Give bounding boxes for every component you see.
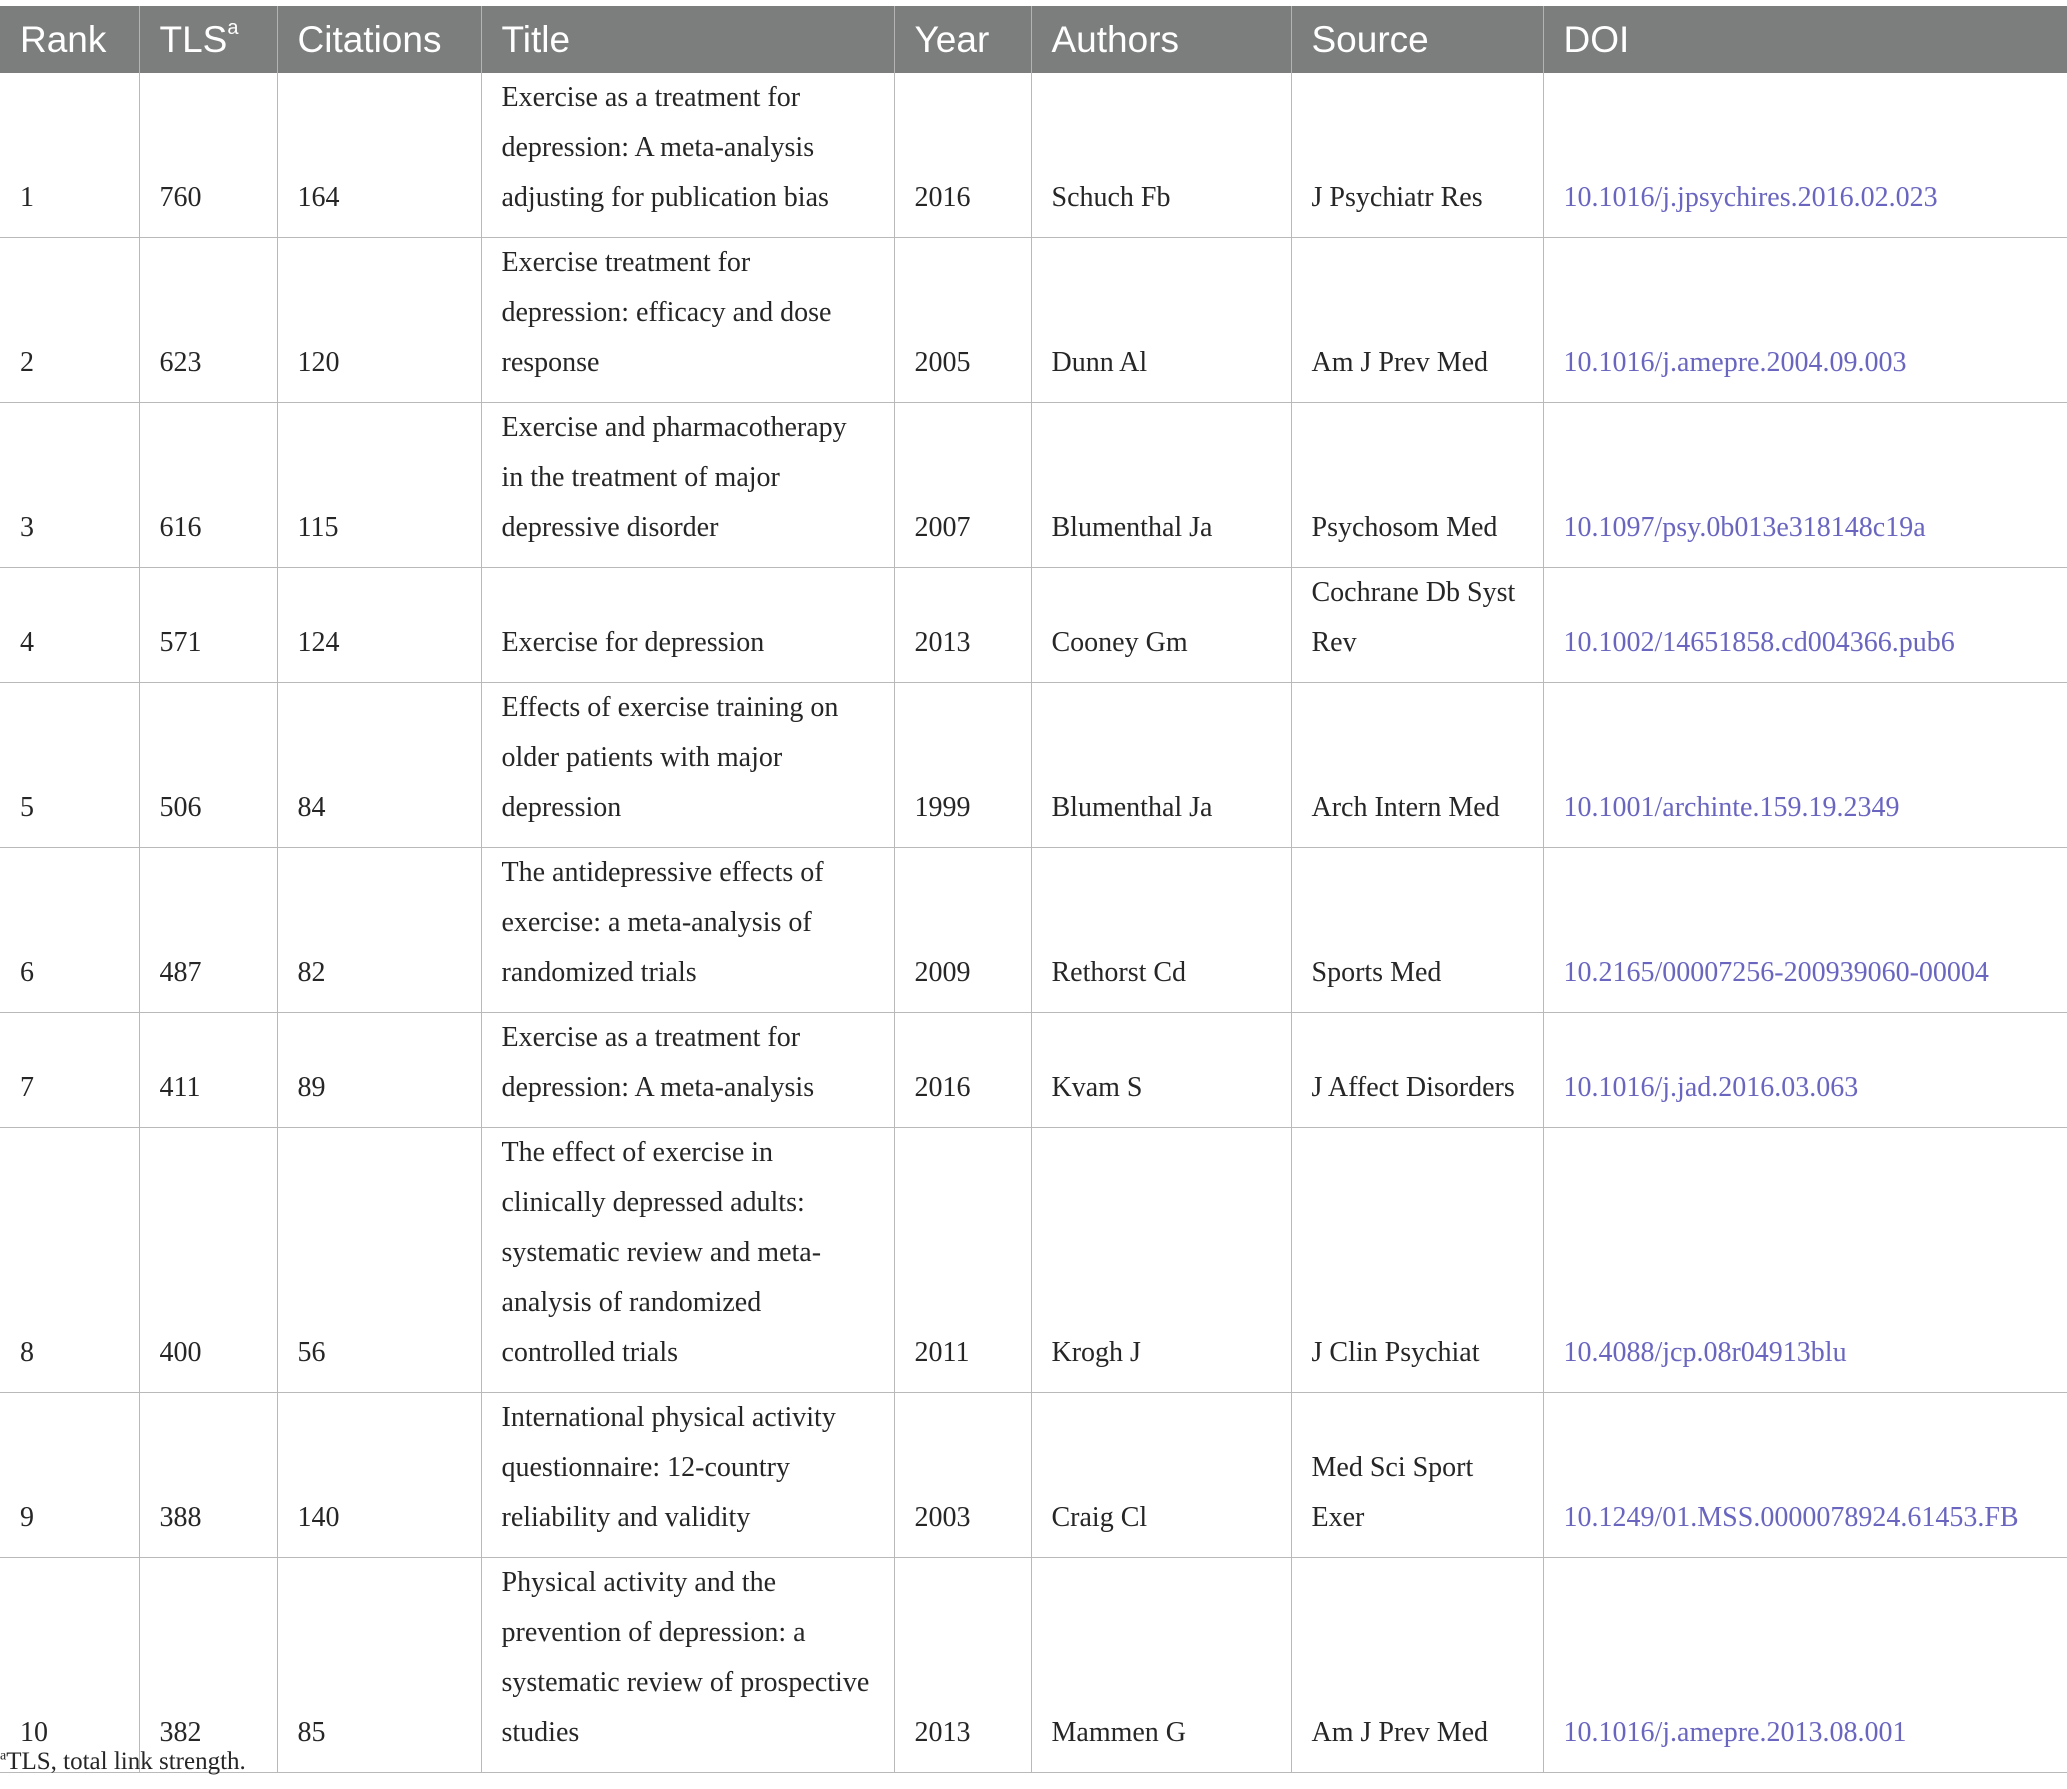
year-cell: 2016	[894, 73, 1031, 238]
citations-cell: 164	[277, 73, 481, 238]
tls-cell: 411	[139, 1013, 277, 1128]
tls-cell: 382	[139, 1558, 277, 1773]
tls-cell: 616	[139, 403, 277, 568]
source-cell: J Clin Psychiat	[1291, 1128, 1543, 1393]
doi-link[interactable]: 10.1001/archinte.159.19.2349	[1543, 683, 2067, 848]
rank-cell: 1	[0, 73, 139, 238]
source-cell: J Affect Disorders	[1291, 1013, 1543, 1128]
table-row	[0, 73, 2067, 238]
authors-cell: Krogh J	[1031, 1128, 1291, 1393]
title-cell: Exercise as a treatment for depression: A meta-analysis adjusting for publication bias	[481, 73, 894, 238]
table-row	[0, 1128, 2067, 1393]
authors-cell: Blumenthal Ja	[1031, 683, 1291, 848]
year-cell: 2011	[894, 1128, 1031, 1393]
table-row	[0, 1013, 2067, 1128]
year-cell: 2003	[894, 1393, 1031, 1558]
top-cited-references-table-wrapper	[0, 6, 2067, 1773]
title-cell: The effect of exercise in clinically depressed adults: systematic review and meta-analysis of randomized controlled trials	[481, 1128, 894, 1393]
rank-cell: 3	[0, 403, 139, 568]
source-cell: J Psychiatr Res	[1291, 73, 1543, 238]
table-header-row	[0, 6, 2067, 73]
tls-cell: 506	[139, 683, 277, 848]
authors-cell: Blumenthal Ja	[1031, 403, 1291, 568]
year-cell: 2007	[894, 403, 1031, 568]
table-row	[0, 848, 2067, 1013]
citations-cell: 56	[277, 1128, 481, 1393]
year-cell: 2013	[894, 568, 1031, 683]
table-footnote	[0, 1748, 246, 1776]
source-cell: Sports Med	[1291, 848, 1543, 1013]
header-doi: DOI	[1543, 6, 2067, 73]
table-row	[0, 568, 2067, 683]
tls-cell: 487	[139, 848, 277, 1013]
authors-cell: Mammen G	[1031, 1558, 1291, 1773]
title-cell: Exercise and pharmacotherapy in the treatment of major depressive disorder	[481, 403, 894, 568]
citations-cell: 115	[277, 403, 481, 568]
doi-link[interactable]: 10.1016/j.jpsychires.2016.02.023	[1543, 73, 2067, 238]
header-tls-label: TLS	[159, 18, 228, 60]
citations-cell: 124	[277, 568, 481, 683]
authors-cell: Kvam S	[1031, 1013, 1291, 1128]
source-cell: Arch Intern Med	[1291, 683, 1543, 848]
top-cited-references-table	[0, 6, 2067, 1773]
doi-link[interactable]: 10.1002/14651858.cd004366.pub6	[1543, 568, 2067, 683]
citations-cell: 85	[277, 1558, 481, 1773]
header-title: Title	[481, 6, 894, 73]
citations-cell: 84	[277, 683, 481, 848]
tls-cell: 760	[139, 73, 277, 238]
header-source: Source	[1291, 6, 1543, 73]
rank-cell: 10	[0, 1558, 139, 1773]
doi-link[interactable]: 10.2165/00007256-200939060-00004	[1543, 848, 2067, 1013]
year-cell: 1999	[894, 683, 1031, 848]
tls-cell: 571	[139, 568, 277, 683]
header-rank: Rank	[20, 18, 107, 60]
source-cell: Psychosom Med	[1291, 403, 1543, 568]
rank-cell: 8	[0, 1128, 139, 1393]
citations-cell: 82	[277, 848, 481, 1013]
title-cell: International physical activity questionnaire: 12-country reliability and validity	[481, 1393, 894, 1558]
header-year: Year	[894, 6, 1031, 73]
rank-cell: 2	[0, 238, 139, 403]
title-cell: Exercise treatment for depression: efficacy and dose response	[481, 238, 894, 403]
table-row	[0, 403, 2067, 568]
table-row	[0, 1558, 2067, 1773]
tls-cell: 400	[139, 1128, 277, 1393]
footnote-marker: a	[0, 1748, 7, 1764]
rank-cell: 5	[0, 683, 139, 848]
doi-link[interactable]: 10.1249/01.MSS.0000078924.61453.FB	[1543, 1393, 2067, 1558]
year-cell: 2013	[894, 1558, 1031, 1773]
citations-cell: 140	[277, 1393, 481, 1558]
year-cell: 2009	[894, 848, 1031, 1013]
table-row	[0, 1393, 2067, 1558]
table-row	[0, 683, 2067, 848]
doi-link[interactable]: 10.4088/jcp.08r04913blu	[1543, 1128, 2067, 1393]
tls-cell: 623	[139, 238, 277, 403]
table-row	[0, 238, 2067, 403]
footnote-text: TLS, total link strength.	[6, 1748, 246, 1775]
citations-cell: 120	[277, 238, 481, 403]
doi-link[interactable]: 10.1016/j.jad.2016.03.063	[1543, 1013, 2067, 1128]
authors-cell: Cooney Gm	[1031, 568, 1291, 683]
doi-link[interactable]: 10.1016/j.amepre.2004.09.003	[1543, 238, 2067, 403]
source-cell: Am J Prev Med	[1291, 1558, 1543, 1773]
source-cell: Med Sci Sport Exer	[1291, 1393, 1543, 1558]
authors-cell: Rethorst Cd	[1031, 848, 1291, 1013]
year-cell: 2016	[894, 1013, 1031, 1128]
title-cell: Effects of exercise training on older patients with major depression	[481, 683, 894, 848]
rank-cell: 6	[0, 848, 139, 1013]
source-cell: Cochrane Db Syst Rev	[1291, 568, 1543, 683]
header-authors: Authors	[1031, 6, 1291, 73]
authors-cell: Craig Cl	[1031, 1393, 1291, 1558]
citations-cell: 89	[277, 1013, 481, 1128]
tls-cell: 388	[139, 1393, 277, 1558]
header-tls-footnote-marker: a	[227, 17, 239, 40]
rank-cell: 4	[0, 568, 139, 683]
title-cell: Physical activity and the prevention of depression: a systematic review of prospective studies	[481, 1558, 894, 1773]
year-cell: 2005	[894, 238, 1031, 403]
title-cell: Exercise as a treatment for depression: A meta-analysis	[481, 1013, 894, 1128]
header-citations: Citations	[277, 6, 481, 73]
rank-cell: 7	[0, 1013, 139, 1128]
authors-cell: Schuch Fb	[1031, 73, 1291, 238]
source-cell: Am J Prev Med	[1291, 238, 1543, 403]
header-tls	[139, 6, 277, 73]
title-cell: The antidepressive effects of exercise: a meta-analysis of randomized trials	[481, 848, 894, 1013]
authors-cell: Dunn Al	[1031, 238, 1291, 403]
doi-link[interactable]: 10.1016/j.amepre.2013.08.001	[1543, 1558, 2067, 1773]
doi-link[interactable]: 10.1097/psy.0b013e318148c19a	[1543, 403, 2067, 568]
title-cell: Exercise for depression	[481, 568, 894, 683]
rank-cell: 9	[0, 1393, 139, 1558]
